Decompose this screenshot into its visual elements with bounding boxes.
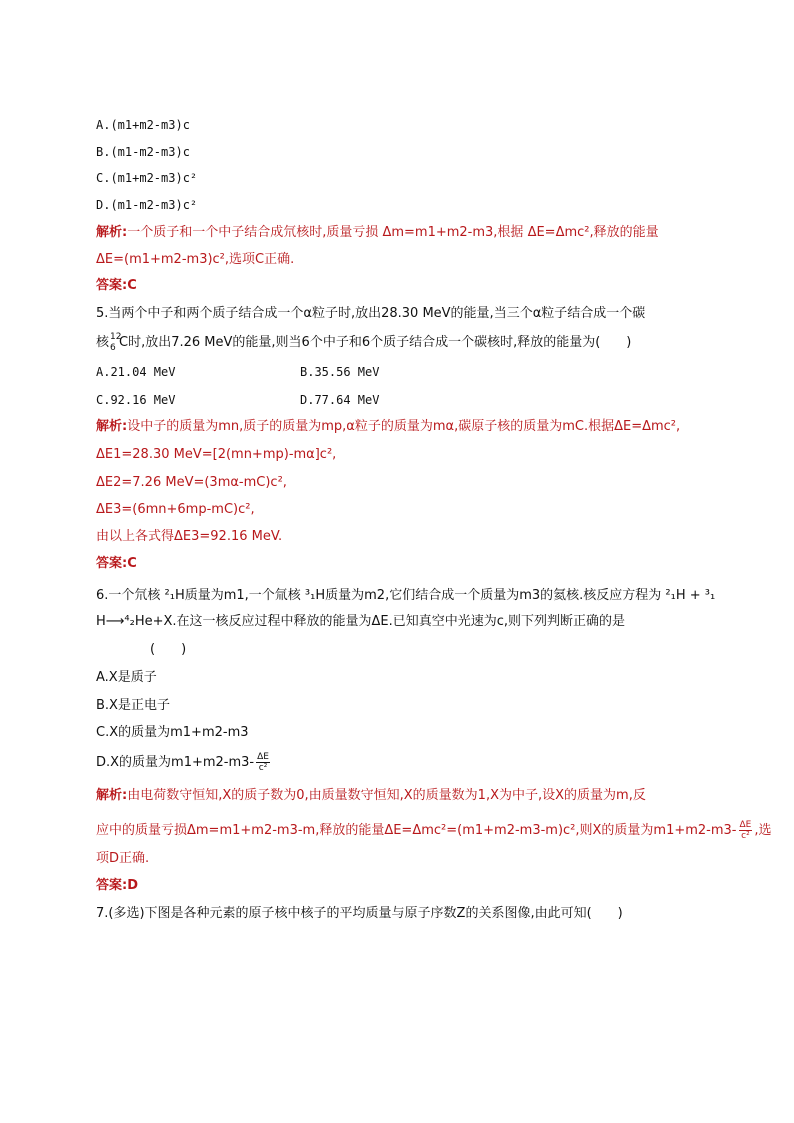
q5-stem-line1: 5.当两个中子和两个质子结合成一个α粒子时,放出28.30 MeV的能量,当三个α粒子结合成一个碳 [96,306,646,321]
q7-stem: 7.(多选)下图是各种元素的原子核中核子的平均质量与原子序数Z的关系图像,由此可知( ) [96,906,623,921]
q5-option-b: B.35.56 MeV [300,365,380,379]
q6-answer: 答案:D [96,878,138,893]
q6-analysis-line3: 项D正确. [96,851,150,866]
q6-stem-line1: 6.一个氘核 ²₁H质量为m1,一个氚核 ³₁H质量为m2,它们结合成一个质量为m3的氦核.核反应方程为 ²₁H + ³₁ [96,588,716,603]
q6-option-b: B.X是正电子 [96,698,170,713]
q4-analysis-line1: 解析:一个质子和一个中子结合成氘核时,质量亏损 Δm=m1+m2-m3,根据 ΔE=Δmc²,释放的能量 [96,225,659,240]
q6-option-d: D.X的质量为m1+m2-m3- $\frac{\Delta E}{\text{c²}}$ [96,752,269,773]
carbon-nuclide: 12 6 [110,332,122,353]
q5-option-c: C.92.16 MeV [96,393,176,407]
q5-analysis-line4: ΔE3=(6mn+6mp-mC)c², [96,502,255,517]
q6-stem-line2: H⟶⁴₂He+X.在这一核反应过程中释放的能量为ΔE.已知真空中光速为c,则下列判断正确的是 [96,614,626,629]
q4-answer: 答案:C [96,278,137,293]
q4-option-d: D.(m1-m2-m3)c² [96,198,198,212]
q4-analysis-line2: ΔE=(m1+m2-m3)c²,选项C正确. [96,252,295,267]
q5-option-a: A.21.04 MeV [96,365,176,379]
q4-option-a: A.(m1+m2-m3)c [96,118,190,132]
q6-analysis-line2: 应中的质量亏损Δm=m1+m2-m3-m,释放的能量ΔE=Δmc²=(m1+m2-m3-m)c²,则X的质量为m1+m2-m3- $\frac{\Delta E}{\text{c²}}$ ,选 [96,820,772,841]
q4-option-b: B.(m1-m2-m3)c [96,145,190,159]
q6-option-d-fraction: $\frac{\Delta E}{\text{c²}}$ [257,752,269,773]
q5-stem-line2: 核 12 6 C时,放出7.26 MeV的能量,则当6个中子和6个质子结合成一个碳核时,释放的能量为( ) [96,332,632,353]
q5-analysis-label: 解析: [96,419,128,434]
q6-analysis-fraction: $\frac{\Delta E}{\text{c²}}$ [739,820,752,841]
q5-analysis-line1: 解析:设中子的质量为mn,质子的质量为mp,α粒子的质量为mα,碳原子核的质量为mC.根据ΔE=Δmc², [96,419,681,434]
q6-analysis-label: 解析: [96,788,128,803]
q5-analysis-line2: ΔE1=28.30 MeV=[2(mn+mp)-mα]c², [96,447,337,462]
q5-analysis-line3: ΔE2=7.26 MeV=(3mα-mC)c², [96,475,287,490]
q5-answer: 答案:C [96,556,137,571]
q4-option-c: C.(m1+m2-m3)c² [96,171,198,185]
q6-analysis-line1: 解析:由电荷数守恒知,X的质子数为0,由质量数守恒知,X的质量数为1,X为中子,设X的质量为m,反 [96,788,646,803]
q4-analysis-label: 解析: [96,225,128,240]
q5-options-row1 [96,363,175,381]
q6-stem-line3: ( ) [150,642,187,657]
q6-option-a: A.X是质子 [96,670,157,685]
q5-analysis-line5: 由以上各式得ΔE3=92.16 MeV. [96,529,283,544]
q6-option-c: C.X的质量为m1+m2-m3 [96,725,249,740]
q5-option-d: D.77.64 MeV [300,393,380,407]
